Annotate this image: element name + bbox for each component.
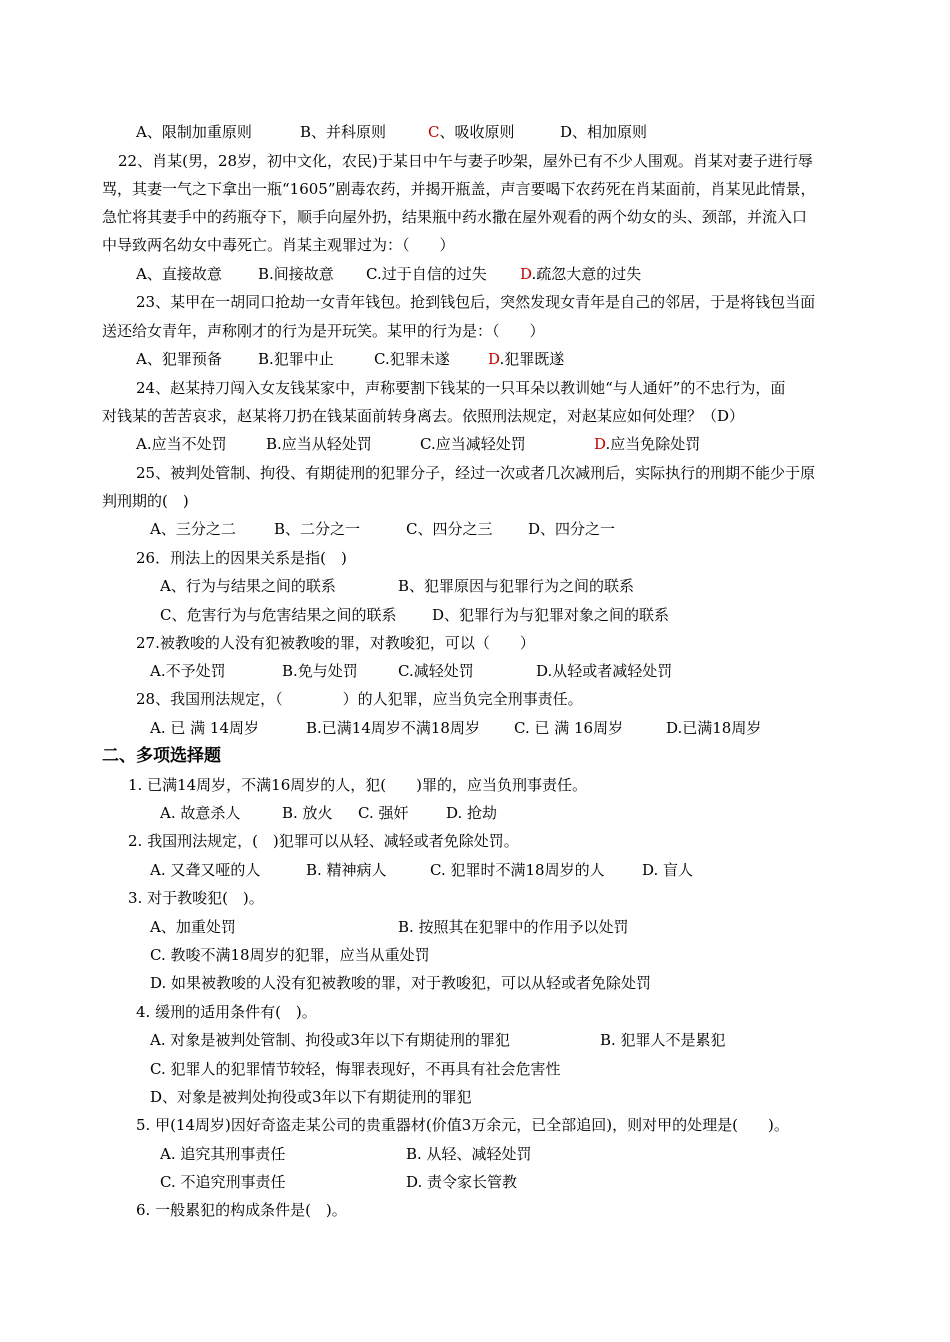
q22-line-1: 22、肖某(男，28岁，初中文化，农民)于某日中午与妻子吵架，屋外已有不少人围观。肖某对妻子进行辱 <box>118 152 813 170</box>
q22-option-a: A、直接故意 <box>136 265 222 283</box>
q24-option-d <box>594 434 700 454</box>
m2-option-d: D. 盲人 <box>642 861 694 879</box>
q24-option-d-text: .应当免除处罚 <box>605 435 701 453</box>
q26-stem: 26．刑法上的因果关系是指( ) <box>136 549 347 567</box>
m3-option-a: A、加重处罚 <box>150 918 236 936</box>
m1-stem: 1. 已满14周岁，不满16周岁的人，犯( )罪的，应当负刑事责任。 <box>128 776 587 794</box>
m4-option-a: A. 对象是被判处管制、拘役或3年以下有期徒刑的罪犯 <box>150 1031 510 1049</box>
q21-option-c-letter: C <box>428 123 440 141</box>
q23-option-d <box>488 349 564 369</box>
q22-line-3: 急忙将其妻手中的药瓶夺下，顺手向屋外扔，结果瓶中药水撒在屋外观看的两个幼女的头、颈部，并流入口 <box>102 208 808 226</box>
q22-option-b: B.间接故意 <box>258 265 334 283</box>
m2-option-b: B. 精神病人 <box>306 861 387 879</box>
m4-option-d: D、对象是被判处拘役或3年以下有期徒刑的罪犯 <box>150 1088 472 1106</box>
q22-option-d <box>520 264 641 284</box>
m1-option-b: B. 放火 <box>282 804 333 822</box>
q25-line-2: 判刑期的( ) <box>102 492 189 510</box>
q27-option-d: D.从轻或者减轻处罚 <box>536 662 673 680</box>
m2-option-c: C. 犯罪时不满18周岁的人 <box>430 861 605 879</box>
q21-option-d: D、相加原则 <box>560 123 648 141</box>
q22-line-4: 中导致两名幼女中毒死亡。肖某主观罪过为：（ ） <box>102 236 455 254</box>
q28-option-d: D.已满18周岁 <box>666 719 762 737</box>
q26-option-a: A、行为与结果之间的联系 <box>160 577 336 595</box>
q21-option-c-text: 、吸收原则 <box>439 123 515 141</box>
q23-option-d-letter: D <box>488 350 500 368</box>
m3-option-d: D. 如果被教唆的人没有犯被教唆的罪，对于教唆犯，可以从轻或者免除处罚 <box>150 974 652 992</box>
m1-option-c: C. 强奸 <box>358 804 409 822</box>
q25-line-1: 25、被判处管制、拘役、有期徒刑的犯罪分子，经过一次或者几次减刑后，实际执行的刑期不能少于原 <box>136 464 816 482</box>
m5-option-b: B. 从轻、减轻处罚 <box>406 1145 532 1163</box>
m1-option-d: D. 抢劫 <box>446 804 498 822</box>
q28-option-a: A. 已 满 14周岁 <box>150 719 259 737</box>
q23-option-a: A、犯罪预备 <box>136 350 222 368</box>
q28-stem: 28、我国刑法规定，（ ）的人犯罪，应当负完全刑事责任。 <box>136 690 583 708</box>
q25-option-c: C、四分之三 <box>406 520 493 538</box>
m4-option-c: C. 犯罪人的犯罪情节较轻，悔罪表现好，不再具有社会危害性 <box>150 1060 561 1078</box>
m4-option-b: B. 犯罪人不是累犯 <box>600 1031 726 1049</box>
q27-option-c: C.减轻处罚 <box>398 662 474 680</box>
q23-line-1: 23、某甲在一胡同口抢劫一女青年钱包。抢到钱包后，突然发现女青年是自己的邻居，于是将钱包当面 <box>136 293 816 311</box>
m1-option-a: A. 故意杀人 <box>160 804 241 822</box>
m3-option-c: C. 教唆不满18周岁的犯罪，应当从重处罚 <box>150 946 430 964</box>
section-heading-multiple-choice: 二、多项选择题 <box>102 746 221 766</box>
m3-option-b: B. 按照其在犯罪中的作用予以处罚 <box>398 918 629 936</box>
q22-option-c: C.过于自信的过失 <box>366 265 487 283</box>
q23-line-2: 送还给女青年，声称刚才的行为是开玩笑。某甲的行为是：（ ） <box>102 322 545 340</box>
q22-option-d-letter: D <box>520 265 532 283</box>
m2-stem: 2. 我国刑法规定，( )犯罪可以从轻、减轻或者免除处罚。 <box>128 832 519 850</box>
m5-stem: 5. 甲(14周岁)因好奇盗走某公司的贵重器材(价值3万余元，已全部追回)，则对甲的处理是( )。 <box>136 1116 789 1134</box>
q23-option-c: C.犯罪未遂 <box>374 350 450 368</box>
q27-stem: 27.被教唆的人没有犯被教唆的罪，对教唆犯，可以（ ） <box>136 634 535 652</box>
m5-option-a: A. 追究其刑事责任 <box>160 1145 286 1163</box>
q26-option-d: D、犯罪行为与犯罪对象之间的联系 <box>432 606 670 624</box>
q24-line-2: 对钱某的苦苦哀求，赵某将刀扔在钱某面前转身离去。依照刑法规定，对赵某应如何处理？（D） <box>102 407 745 425</box>
m2-option-a: A. 又聋又哑的人 <box>150 861 261 879</box>
q23-option-d-text: .犯罪既遂 <box>499 350 565 368</box>
q25-option-b: B、二分之一 <box>274 520 361 538</box>
q23-option-b: B.犯罪中止 <box>258 350 334 368</box>
m4-stem: 4. 缓刑的适用条件有( )。 <box>136 1003 317 1021</box>
q24-option-a: A.应当不处罚 <box>136 435 227 453</box>
m6-stem: 6. 一般累犯的构成条件是( )。 <box>136 1201 347 1219</box>
q21-option-a: A、限制加重原则 <box>136 123 252 141</box>
q28-option-c: C. 已 满 16周岁 <box>514 719 624 737</box>
q27-option-b: B.免与处罚 <box>282 662 358 680</box>
q21-option-c <box>428 122 515 142</box>
q24-option-c: C.应当减轻处罚 <box>420 435 526 453</box>
q28-option-b: B.已满14周岁不满18周岁 <box>306 719 480 737</box>
q24-option-b: B.应当从轻处罚 <box>266 435 372 453</box>
m5-option-c: C. 不追究刑事责任 <box>160 1173 286 1191</box>
q22-option-d-text: .疏忽大意的过失 <box>531 265 642 283</box>
q25-option-a: A、三分之二 <box>150 520 236 538</box>
q26-option-b: B、犯罪原因与犯罪行为之间的联系 <box>398 577 635 595</box>
q21-option-b: B、并科原则 <box>300 123 387 141</box>
q22-line-2: 骂，其妻一气之下拿出一瓶“1605”剧毒农药，并揭开瓶盖，声言要喝下农药死在肖某面前，肖某见此情景， <box>102 180 816 198</box>
m3-stem: 3. 对于教唆犯( )。 <box>128 889 264 907</box>
q26-option-c: C、危害行为与危害结果之间的联系 <box>160 606 397 624</box>
q24-option-d-letter: D <box>594 435 606 453</box>
q25-option-d: D、四分之一 <box>528 520 616 538</box>
m5-option-d: D. 责令家长管教 <box>406 1173 518 1191</box>
q24-line-1: 24、赵某持刀闯入女友钱某家中，声称要割下钱某的一只耳朵以教训她“与人通奸”的不忠行为，面 <box>136 379 786 397</box>
q27-option-a: A.不予处罚 <box>150 662 226 680</box>
